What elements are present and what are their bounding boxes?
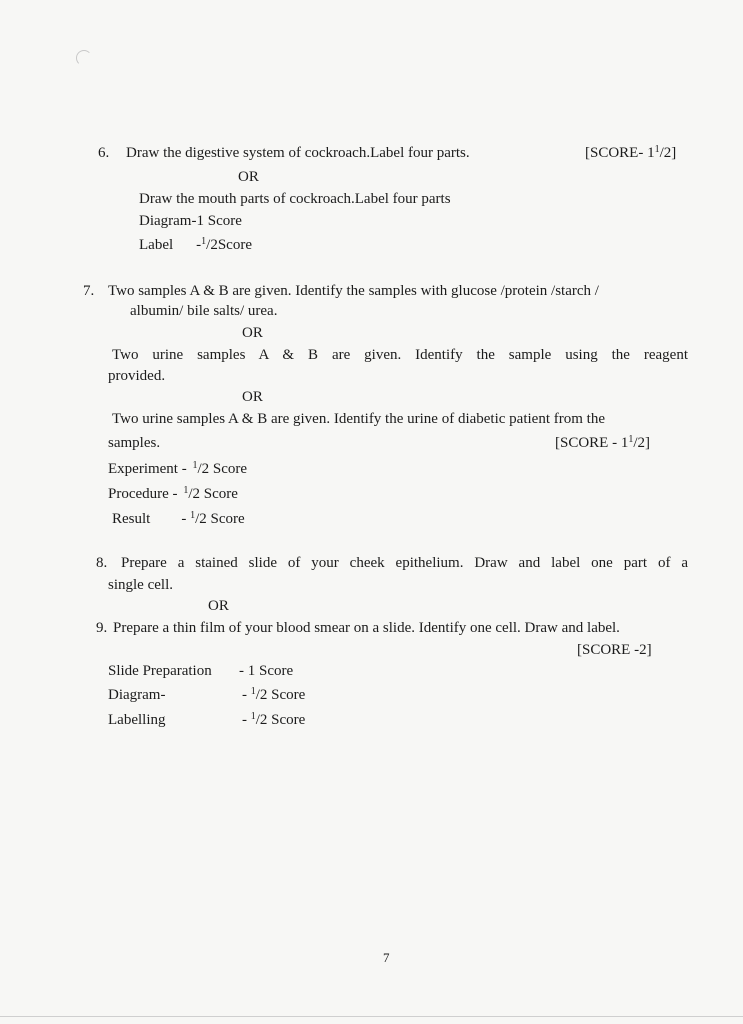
q9-labelling-sup: 1 (250, 711, 256, 722)
q9-diagram-label: Diagram- (108, 687, 166, 703)
q9-diagram-suffix: /2 Score (255, 687, 306, 703)
q6-number: 6. (98, 145, 110, 161)
q7-result-label: Result (112, 511, 151, 527)
q9-score: [SCORE -2] (577, 642, 652, 658)
q9-diagram-dash: - (242, 687, 247, 703)
q9-slide-prep-label: Slide Preparation (108, 663, 212, 679)
q6-score-sup: 1 (654, 144, 660, 155)
q6-label-name: Label (139, 237, 174, 253)
q7-experiment-row (108, 462, 247, 477)
q9-diagram-value (242, 688, 305, 703)
q7-alt1-line1: Two urine samples A & B are given. Identify the sample using the reagent (112, 347, 688, 363)
q7-experiment-value: /2 Score (197, 461, 248, 477)
q7-experiment-label: Experiment - (108, 461, 187, 477)
q6-text: Draw the digestive system of cockroach.Label four parts. (126, 145, 470, 161)
q6-label-suffix: /2Score (206, 237, 252, 253)
q7-result-dash: - (181, 511, 187, 527)
q6-score-suffix: /2] (659, 145, 677, 161)
q7-score-suffix: /2] (633, 435, 651, 451)
q7-score-prefix: [SCORE - 1 (555, 435, 629, 451)
q6-label-dash: - (196, 237, 202, 253)
q7-procedure-value: /2 Score (188, 486, 238, 502)
q6-diagram-score: Diagram-1 Score (139, 213, 242, 229)
q6-label-score (139, 238, 252, 253)
q7-result-row (112, 512, 245, 527)
scan-artifact (76, 50, 92, 66)
q9-text: Prepare a thin film of your blood smear on a slide. Identify one cell. Draw and label. (113, 620, 620, 636)
q7-alt1-line2: provided. (108, 368, 166, 384)
q8-line2: single cell. (108, 577, 173, 593)
q6-or: OR (238, 169, 259, 185)
q7-or2: OR (242, 389, 263, 405)
q9-labelling-suffix: /2 Score (255, 712, 306, 728)
q9-number: 9. (96, 620, 108, 636)
q8-number: 8. (96, 555, 108, 571)
q7-line2: albumin/ bile salts/ urea. (130, 303, 278, 319)
page-bottom-edge (0, 1016, 743, 1017)
q7-procedure-label: Procedure - (108, 486, 178, 502)
q9-labelling-label: Labelling (108, 712, 166, 728)
q8-or: OR (208, 598, 229, 614)
q7-score (555, 436, 650, 451)
q9-slide-prep-value: - 1 Score (239, 663, 294, 679)
q7-number: 7. (83, 283, 95, 299)
q9-diagram-sup: 1 (250, 686, 256, 697)
q7-procedure-row (108, 487, 238, 502)
q7-experiment-sup: 1 (192, 460, 198, 471)
q6-label-sup: 1 (201, 236, 207, 247)
q6-alt: Draw the mouth parts of cockroach.Label four parts (139, 191, 451, 207)
q7-procedure-sup: 1 (183, 485, 189, 496)
q7-result-value: /2 Score (195, 511, 245, 527)
q7-result-sup: 1 (190, 510, 196, 521)
q6-score-prefix: [SCORE- 1 (585, 145, 655, 161)
q9-labelling-dash: - (242, 712, 247, 728)
q9-labelling-value (242, 713, 305, 728)
q8-line1: Prepare a stained slide of your cheek epithelium. Draw and label one part of a (121, 555, 688, 571)
q7-alt2-line1: Two urine samples A & B are given. Identify the urine of diabetic patient from the (112, 411, 605, 427)
q6-score (585, 146, 676, 161)
q7-line1: Two samples A & B are given. Identify the samples with glucose /protein /starch / (108, 283, 599, 299)
q7-alt2-line2: samples. (108, 435, 161, 451)
q7-or1: OR (242, 325, 263, 341)
q7-score-sup: 1 (628, 434, 634, 445)
page-number: 7 (383, 950, 390, 965)
